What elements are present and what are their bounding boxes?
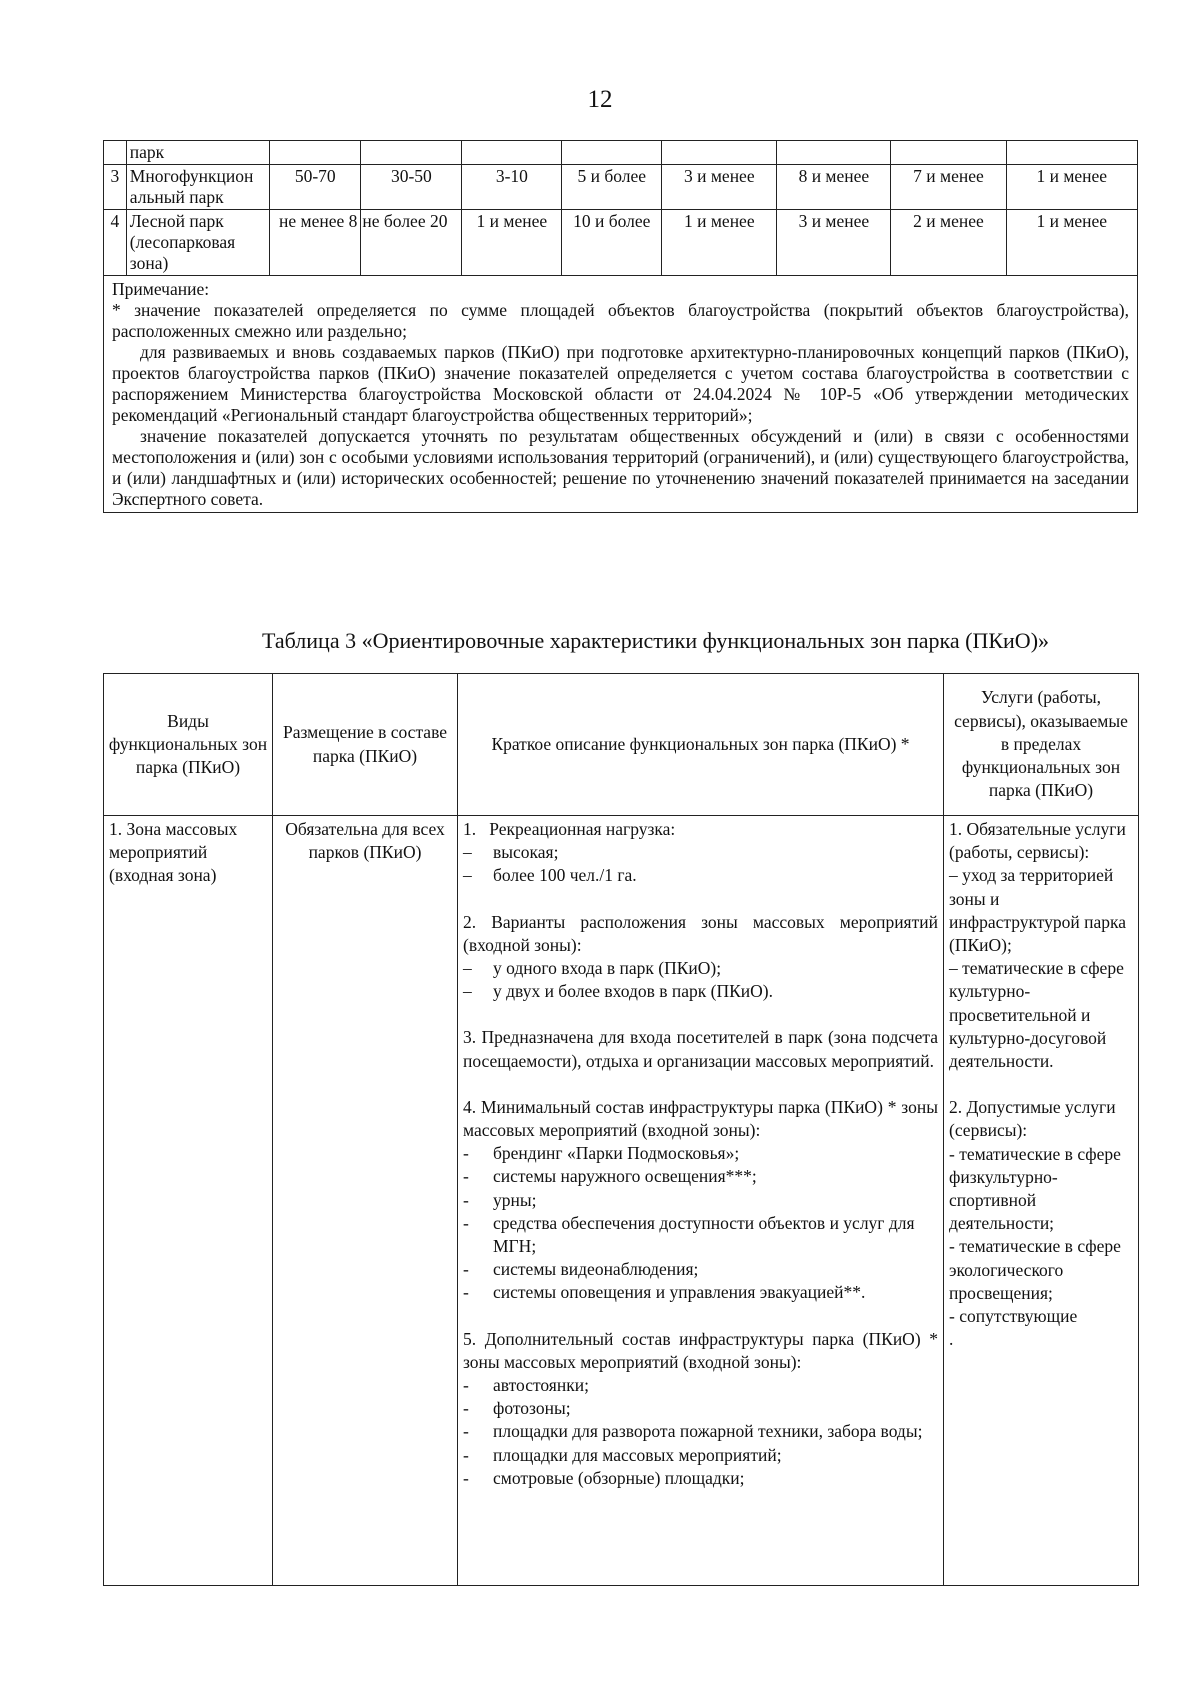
functional-zones-table: [103, 673, 1139, 1586]
section-title: 2. Варианты расположения зоны массовых мероприятий (входной зоны):: [463, 911, 938, 955]
park-type-cell: Лесной парк (лесопарковая зона): [126, 210, 269, 276]
list-item: – у двух и более входов в парк (ПКиО).: [463, 981, 773, 1002]
note-paragraph: * значение показателей определяется по сумме площадей объектов благоустройства (покрытий объектов благоустройства), расположенных смежно или раздельно;: [112, 300, 1129, 341]
value-cell: не менее 8: [270, 210, 361, 276]
value-cell: 1 и менее: [462, 210, 562, 276]
table-header-row: [104, 674, 1139, 816]
list-item: - сопутствующие: [949, 1306, 1078, 1327]
value-cell: 1 и менее: [1006, 210, 1137, 276]
value-cell: 30-50: [361, 165, 462, 210]
indicators-table-continued: [103, 140, 1138, 513]
column-header: Виды функциональных зон парка (ПКиО): [104, 674, 273, 816]
list-item: - системы оповещения и управления эвакуацией**.: [463, 1282, 866, 1303]
zone-name-cell: 1. Зона массовых мероприятий (входная зона): [104, 816, 273, 1586]
table-row: [104, 210, 1138, 276]
services-cell: [944, 816, 1139, 1586]
value-cell: не более 20: [361, 210, 462, 276]
list-item: - системы видеонаблюдения;: [463, 1259, 699, 1280]
value-cell: 5 и более: [562, 165, 662, 210]
list-item: - средства обеспечения доступности объектов и услуг для МГН;: [463, 1212, 915, 1257]
section-title: 1. Рекреационная нагрузка:: [463, 819, 676, 839]
list-item: - тематические в сфере физкультурно-спортивной деятельности;: [949, 1143, 1121, 1234]
section-text: 3. Предназначена для входа посетителей в парк (зона подсчета посещаемости), отдыха и организации массовых мероприятий.: [463, 1027, 938, 1071]
list-item: - урны;: [463, 1189, 537, 1210]
list-item: – высокая;: [463, 842, 559, 863]
park-type-cell: Многофункцион альный парк: [126, 165, 269, 210]
value-cell: 7 и менее: [891, 165, 1006, 210]
list-item: - тематические в сфере экологического просвещения;: [949, 1236, 1121, 1303]
page-number: 12: [587, 86, 613, 113]
placement-cell: Обязательна для всех парков (ПКиО): [273, 816, 458, 1586]
value-cell: 2 и менее: [891, 210, 1006, 276]
list-item: – более 100 чел./1 га.: [463, 865, 637, 886]
column-header: Размещение в составе парка (ПКиО): [273, 674, 458, 816]
list-item: - системы наружного освещения***;: [463, 1166, 757, 1187]
section-title: 5. Дополнительный состав инфраструктуры парка (ПКиО) * зоны массовых мероприятий (входной зоны):: [463, 1328, 938, 1372]
list-item: - брендинг «Парки Подмосковья»;: [463, 1143, 740, 1164]
table-row: [104, 141, 1138, 165]
value-cell: 3 и менее: [777, 210, 891, 276]
note-title: Примечание:: [112, 279, 210, 299]
list-item: - смотровые (обзорные) площадки;: [463, 1467, 745, 1488]
value-cell: 50-70: [270, 165, 361, 210]
section-title: 1. Обязательные услуги (работы, сервисы):: [949, 819, 1126, 863]
table-note: [104, 276, 1138, 513]
table-row: [104, 165, 1138, 210]
list-item: – уход за территорией зоны и инфраструктурой парка (ПКиО);: [949, 865, 1127, 956]
description-cell: [458, 816, 944, 1586]
section-title: 2. Допустимые услуги (сервисы):: [949, 1097, 1116, 1141]
note-paragraph: значение показателей допускается уточнять по результатам общественных обсуждений и (или) в связи с особенностями местоположения и (или) зон с особыми условиями использования территорий (ограничений), и (или) существующего благоустройства, и (или) ландшафтных и (или) исторических особенностей; решение по уточненению значений показателей принимается на заседании Экспертного совета.: [112, 426, 1129, 509]
column-header: Услуги (работы, сервисы), оказываемые в пределах функциональных зон парка (ПКиО): [944, 674, 1139, 816]
note-paragraph: для развиваемых и вновь создаваемых парков (ПКиО) при подготовке архитектурно-планировочных концепций парков (ПКиО), проектов благоустройства парков (ПКиО) значение показателей определяется с учетом состава благоустройства в соответствии с распоряжением Министерства благоустройства Московской области от 24.04.2024 № 10Р-5 «Об утверждении методических рекомендаций «Региональный стандарт благоустройства общественных территорий»;: [112, 342, 1129, 425]
row-number: 3: [104, 165, 127, 210]
park-type-cell: парк: [126, 141, 269, 165]
value-cell: 1 и менее: [1006, 165, 1137, 210]
table-note-row: [104, 276, 1138, 513]
table-row: [104, 816, 1139, 1586]
list-item: – у одного входа в парк (ПКиО);: [463, 958, 722, 979]
section-title: 4. Минимальный состав инфраструктуры парка (ПКиО) * зоны массовых мероприятий (входной зоны):: [463, 1096, 938, 1141]
value-cell: 1 и менее: [662, 210, 777, 276]
value-cell: 10 и более: [562, 210, 662, 276]
table-caption: Таблица 3 «Ориентировочные характеристики функциональных зон парка (ПКиО)»: [262, 628, 1050, 653]
list-item: - площадки для разворота пожарной техники, забора воды;: [463, 1421, 923, 1442]
list-item: - автостоянки;: [463, 1375, 589, 1396]
list-item: - площадки для массовых мероприятий;: [463, 1444, 782, 1465]
value-cell: 3-10: [462, 165, 562, 210]
list-item: - фотозоны;: [463, 1398, 571, 1419]
list-item: – тематические в сфере культурно-просветительной и культурно-досуговой деятельности.: [949, 958, 1124, 1072]
list-item: .: [949, 1329, 954, 1350]
column-header: Краткое описание функциональных зон парка (ПКиО) *: [458, 674, 944, 816]
row-number: 4: [104, 210, 127, 276]
value-cell: 8 и менее: [777, 165, 891, 210]
value-cell: 3 и менее: [662, 165, 777, 210]
